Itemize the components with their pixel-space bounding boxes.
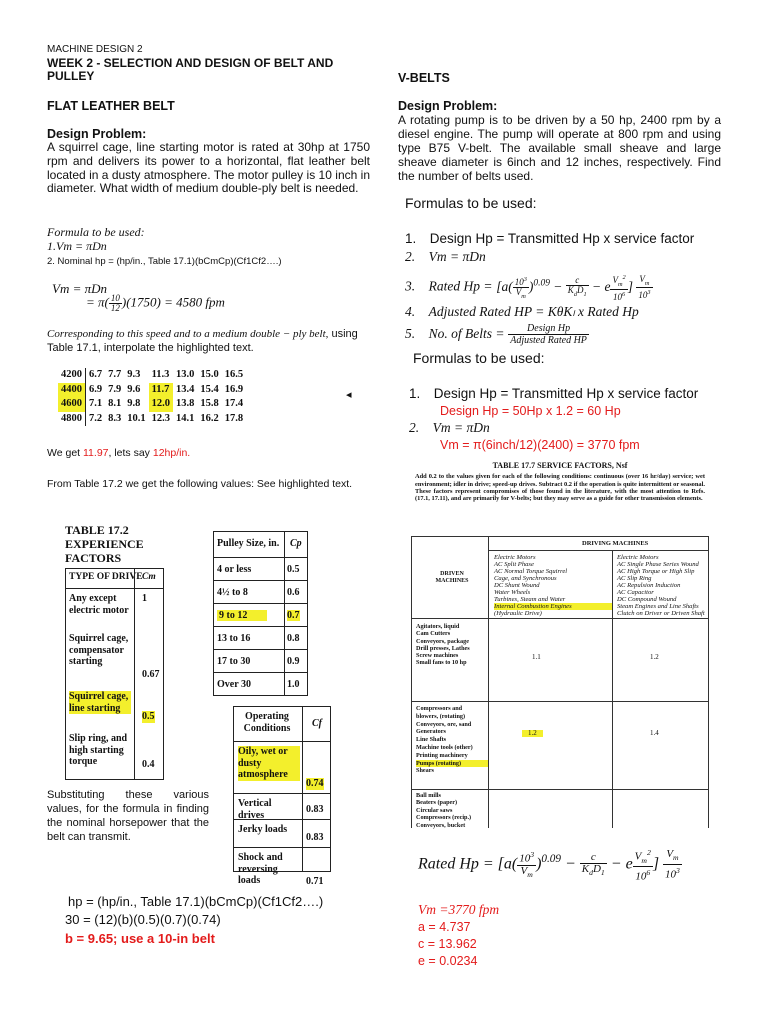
experience-factor-row bbox=[66, 729, 163, 777]
driven-machine-item: Ball mills bbox=[416, 792, 441, 799]
driving-machine-item: Turbines, Steam and Water bbox=[494, 596, 566, 603]
table-17-1-excerpt bbox=[58, 368, 246, 426]
driving-machine-item: Clutch on Driver or Driven Shaft bbox=[617, 610, 705, 617]
service-factor-value: 1.2 bbox=[650, 653, 659, 661]
driven-machine-item: Compressors and bbox=[416, 705, 463, 712]
vm-value: Vm =3770 fpm bbox=[418, 902, 500, 917]
table-cell: 7.9 bbox=[108, 383, 122, 395]
c-value: c = 13.962 bbox=[418, 937, 477, 951]
experience-factor-row bbox=[66, 629, 163, 687]
driving-machine-item: AC Normal Torque Squirrel bbox=[494, 568, 568, 575]
experience-factor-row bbox=[66, 589, 163, 629]
factor-value: 0.4 bbox=[142, 759, 155, 770]
pulley-value: 1.0 bbox=[287, 679, 300, 690]
table-17-2-title: TABLE 17.2 EXPERIENCE FACTORS bbox=[65, 523, 144, 565]
operating-row bbox=[234, 793, 330, 819]
driven-machine-item: Circular saws bbox=[416, 806, 453, 814]
factor-label: Squirrel cage, compensator starting bbox=[69, 633, 129, 667]
service-factor-value: 1.2 bbox=[522, 730, 543, 737]
formula-vm: 2. Vm = πDn bbox=[409, 420, 490, 435]
formula-title: Formula to be used: bbox=[47, 225, 145, 239]
table-cell: 4600 bbox=[58, 397, 86, 412]
formula-list-1: 1. Design Hp = Transmitted Hp x service factor 2. Vm = πDn 3. Rated Hp = [a( $\frac{10^3}{V_m}$ )$^{0.09}$ − $\frac{c}{K_dD_1}$ − e $\frac{V_m^2}{10^6}$ ] $\frac{V_m}{10^3}$ 4. Adjusted Rated HP = KθKₗ x Rated Hp 5. No. of Belts = $\frac{\text{Design Hp}}{\text{Adjusted Rated HP}}$ bbox=[405, 231, 695, 346]
rated-hp-expression: [a( $\frac{10^3}{V_m}$ )$^{0.09}$ − $\frac{c}{K_dD_1}$ − e $\frac{V_m^2}{10^6}$ ] $\frac{V_m}{10^3}$ bbox=[496, 273, 651, 302]
experience-factors-table: TYPE OF DRIVE Cm Any except electric motor 1 Squirrel cage, compensator starting 0.67 Squirrel cage, line starting 0.5 Slip ring, and high starting torque 0.4 bbox=[65, 568, 164, 780]
driving-machine-item: AC Capacitor bbox=[617, 589, 654, 596]
vm-substitution: = π( $\frac{10}{12}$ )(1750) = 4580 fpm bbox=[86, 293, 225, 313]
table-17-7-service-factors: TABLE 17.7 SERVICE FACTORS, Nsf Add 0.2 to the values given for each of the following conditions: continuous (over 16 hr/day) service; wet environment; idler in drive; speed-up drives. Subtract 0.2 if the operation is quite intermittent or seasonal. These factors represent compromises of those found in the literature, with the most attention to Refs. (17.1, 17.11), and are primarily for V-belts; but they may serve as a guide for other transmission elements. bbox=[415, 461, 705, 503]
table-row bbox=[58, 368, 246, 383]
formulas-title-2: Formulas to be used: bbox=[413, 350, 545, 366]
factor-value: 0.5 bbox=[142, 711, 155, 722]
table-cell: 15.0 bbox=[200, 369, 219, 380]
operating-value: 0.74 bbox=[306, 778, 324, 789]
operating-label: Vertical drives bbox=[238, 798, 272, 821]
hp-calculation: 30 = (12)(b)(0.5)(0.7)(0.74) bbox=[65, 912, 221, 927]
formula-design-hp: 1. Design Hp = Transmitted Hp x service factor bbox=[409, 386, 699, 401]
driving-machine-item: Cage, and Synchronous bbox=[494, 575, 557, 582]
operating-value: 0.83 bbox=[306, 832, 324, 843]
table-cell: 8.3 bbox=[108, 412, 122, 424]
table-cell: 9.8 bbox=[127, 398, 141, 409]
driving-machine-item: Internal Combustion Engines bbox=[494, 603, 612, 610]
table-cell: 10.1 bbox=[127, 412, 146, 424]
driving-machine-item: AC Repulsion Induction bbox=[617, 582, 681, 589]
factor-value: 1 bbox=[142, 593, 147, 604]
table-cell: 8.1 bbox=[108, 398, 122, 409]
driven-machine-item: Generators bbox=[416, 728, 446, 736]
driving-machine-item: Electric Motors bbox=[494, 554, 536, 561]
table-row bbox=[58, 397, 246, 412]
driven-machine-item: Printing machinery bbox=[416, 751, 468, 759]
driving-machine-item: DC Compound Wound bbox=[617, 596, 677, 603]
corresponding-text: Corresponding to this speed and to a medium double − ply belt, using Table 17.1, interpolate the highlighted text. bbox=[47, 328, 358, 354]
flat-belt-problem: A squirrel cage, line starting motor is rated at 30hp at 1750 rpm and delivers its power to a horizontal, flat leather belt located in a dusty atmosphere. The motor pulley is 10 inch in diameter. What width of medium double-ply belt is needed. bbox=[47, 140, 370, 196]
vm-calculation: Vm = π(6inch/12)(2400) = 3770 fpm bbox=[440, 438, 640, 452]
table-cell: 13.0 bbox=[176, 369, 195, 380]
pulley-value: 0.6 bbox=[287, 587, 300, 598]
operating-row bbox=[234, 819, 330, 847]
factor-label: Slip ring, and high starting torque bbox=[69, 733, 128, 767]
operating-label: Shock and reversing loads bbox=[238, 852, 283, 886]
pulley-value: 0.8 bbox=[287, 633, 300, 644]
table-cell: 4200 bbox=[58, 368, 86, 383]
service-factor-grid: DRIVING MACHINES DRIVEN MACHINES Electric Motors AC Split Phase AC Normal Torque Squirrel Cage, and Synchronous DC Shunt Wound Water Wheels Turbines, Steam and Water Internal Combustion Engines (Hydraulic Drive) Electric Motors AC Single Phase Series Wound AC High Torque or High Slip AC Slip Ring AC Repulsion Induction AC Capacitor DC Compound Wound Steam Engines and Line Shafts Clutch on Driver or Driven Shaft Agitators, liquid Cam Cutters Conveyors, package Drill presses, Lathes Screw machines Small fans to 10 hp 1.1 1.2 Compressors and blowers, (rotating) Conveyors, ore, sand Generators Line Shafts Machine tools (other) Printing machinery Pumps (rotating) Shears 1.2 1.4 Ball mills Beaters (paper) Circular saws Compressors (recip.) Conveyors, bucket bbox=[411, 536, 709, 828]
table-cell: 12.3 bbox=[151, 412, 170, 424]
flat-belt-heading: FLAT LEATHER BELT bbox=[47, 99, 175, 113]
operating-conditions-table: Operating Conditions Cf Oily, wet or dusty atmosphere 0.74 Vertical drives 0.83 Jerky loads 0.83 Shock and reversing loads 0.71 bbox=[233, 706, 331, 872]
pulley-row bbox=[214, 603, 307, 626]
table-cell: 16.9 bbox=[224, 383, 244, 395]
operating-row bbox=[234, 847, 330, 891]
driving-machine-item: DC Shunt Wound bbox=[494, 582, 540, 589]
driving-machine-item: AC Split Phase bbox=[494, 561, 534, 568]
pulley-size-table: Pulley Size, in. Cp 4 or less 0.5 4½ to 8 0.6 9 to 12 0.7 13 to 16 0.8 17 to 30 0.9 Over 30 1.0 bbox=[213, 531, 308, 696]
operating-value: 0.83 bbox=[306, 804, 324, 815]
course-label: MACHINE DESIGN 2 bbox=[47, 44, 143, 55]
table-cell: 7.1 bbox=[89, 398, 103, 409]
pulley-row bbox=[214, 649, 307, 672]
pulley-row bbox=[214, 557, 307, 580]
table-cell: 14.1 bbox=[176, 412, 195, 424]
driven-machine-item: Cam Cutters bbox=[416, 630, 451, 638]
factor-label: Squirrel cage, line starting bbox=[69, 691, 131, 714]
operating-label: Oily, wet or dusty atmosphere bbox=[238, 746, 300, 781]
factor-value: 0.67 bbox=[142, 669, 160, 680]
operating-label: Jerky loads bbox=[238, 824, 288, 835]
driven-machine-item: Small fans to 10 hp bbox=[416, 659, 467, 667]
we-get-text: We get 11.97, lets say 12hp/in. bbox=[47, 447, 191, 459]
table-cell: 9.6 bbox=[127, 383, 141, 395]
v-belts-heading: V-BELTS bbox=[398, 71, 450, 85]
pulley-value: 0.5 bbox=[287, 564, 300, 575]
formula-1: 1.Vm = πDn bbox=[47, 239, 107, 253]
factor-label: Any except electric motor bbox=[69, 593, 129, 616]
pulley-label: 9 to 12 bbox=[217, 610, 267, 621]
operating-row bbox=[234, 741, 330, 793]
service-factor-value: 1.4 bbox=[650, 729, 659, 737]
formulas-title-1: Formulas to be used: bbox=[405, 195, 537, 211]
a-value: a = 4.737 bbox=[418, 920, 471, 934]
table-row bbox=[58, 412, 246, 427]
hp-formula: hp = (hp/in., Table 17.1)(bCmCp)(Cf1Cf2….) bbox=[68, 894, 324, 909]
driving-machine-item: Electric Motors bbox=[617, 554, 659, 561]
table-cell: 7.7 bbox=[108, 369, 122, 380]
from-table-text: From Table 17.2 we get the following values: See highlighted text. bbox=[47, 478, 353, 490]
pulley-value: 0.7 bbox=[287, 610, 300, 621]
driving-machine-item: AC Single Phase Series Wound bbox=[617, 561, 699, 568]
service-factor-value: 1.1 bbox=[532, 653, 541, 661]
pulley-row bbox=[214, 580, 307, 603]
table-cell: 4400 bbox=[58, 383, 86, 398]
belt-width-answer: b = 9.65; use a 10-in belt bbox=[65, 931, 215, 946]
driven-machine-item: Conveyors, ore, sand bbox=[416, 720, 472, 728]
table-cell: 16.5 bbox=[224, 369, 244, 380]
v-belt-design-problem-label: Design Problem: bbox=[398, 99, 498, 113]
e-value: e = 0.0234 bbox=[418, 954, 478, 968]
driven-machine-item: Machine tools (other) bbox=[416, 743, 473, 751]
driven-machine-item: Screw machines bbox=[416, 652, 459, 660]
week-title: WEEK 2 - SELECTION AND DESIGN OF BELT AND PULLEY bbox=[47, 56, 334, 83]
table-cell: 17.8 bbox=[224, 412, 244, 424]
formula-2: 2. Nominal hp = (hp/in., Table 17.1)(bCmCp)(Cf1Cf2….) bbox=[47, 256, 282, 267]
table-cell: 11.3 bbox=[151, 369, 170, 380]
driven-machine-item: Agitators, liquid bbox=[416, 623, 460, 630]
operating-value: 0.71 bbox=[306, 876, 324, 887]
pulley-label: 17 to 30 bbox=[217, 656, 251, 667]
driving-machine-item: Steam Engines and Line Shafts bbox=[617, 603, 699, 610]
table-cell: 7.2 bbox=[89, 412, 103, 424]
pulley-label: 13 to 16 bbox=[217, 633, 251, 644]
table-cell: 16.2 bbox=[200, 412, 219, 424]
table-cell: 13.4 bbox=[176, 383, 195, 395]
pulley-label: 4 or less bbox=[217, 564, 252, 575]
table-cell: 13.8 bbox=[176, 398, 195, 409]
table-cell: 15.8 bbox=[200, 398, 219, 409]
table-cell: 6.7 bbox=[89, 369, 103, 380]
table-cell: 11.7 bbox=[149, 383, 173, 398]
driving-machine-item: Water Wheels bbox=[494, 589, 531, 596]
driving-machine-item: AC Slip Ring bbox=[617, 575, 652, 582]
driving-machine-item: AC High Torque or High Slip bbox=[617, 568, 695, 575]
table-cell: 15.4 bbox=[200, 383, 219, 395]
table-cell: 17.4 bbox=[224, 398, 244, 409]
table-row bbox=[58, 383, 246, 398]
design-hp-calculation: Design Hp = 50Hp x 1.2 = 60 Hp bbox=[440, 404, 621, 418]
experience-factor-row bbox=[66, 687, 163, 729]
table-cell: 9.3 bbox=[127, 369, 141, 380]
table-cell: 12.0 bbox=[149, 397, 173, 412]
driven-machine-item: Shears bbox=[416, 767, 434, 775]
driving-machine-item: (Hydraulic Drive) bbox=[494, 610, 542, 617]
pulley-value: 0.9 bbox=[287, 656, 300, 667]
driven-machine-item: Compressors (recip.) bbox=[416, 814, 472, 822]
driven-machine-item: Conveyors, bucket bbox=[416, 821, 466, 829]
driven-machine-item: Pumps (rotating) bbox=[416, 760, 488, 768]
rated-hp-formula: Rated Hp = [a( $\frac{10^3}{V_m}$ )$^{0.09}$ − $\frac{c}{K_dD_1}$ − e $\frac{V_m^2}{10^6}$ ] $\frac{V_m}{10^3}$ bbox=[418, 848, 680, 883]
design-problem-label: Design Problem: bbox=[47, 127, 147, 141]
pulley-row bbox=[214, 626, 307, 649]
table-cell: 6.9 bbox=[89, 383, 103, 395]
driven-machine-item: Beaters (paper) bbox=[416, 799, 458, 807]
vm-equation: Vm = πDn bbox=[52, 281, 108, 296]
v-belt-problem: A rotating pump is to be driven by a 50 hp, 2400 rpm by a diesel engine. The pump will operate at 800 rpm and using type B75 V-belt. The available small sheave and large sheave diameter is 6inch and 12 inches, respectively. Find the number of belts used. bbox=[398, 113, 721, 183]
pulley-label: Over 30 bbox=[217, 679, 251, 690]
pulley-label: 4½ to 8 bbox=[217, 587, 248, 598]
row-pointer-icon: ◂ bbox=[346, 389, 352, 401]
substituting-text: Substituting these various values, for the formula in finding the nominal horsepower that the belt can transmit. bbox=[47, 789, 209, 843]
driven-machine-item: Line Shafts bbox=[416, 736, 447, 744]
driven-machine-item: blowers, (rotating) bbox=[416, 712, 466, 720]
table-cell: 4800 bbox=[58, 412, 86, 427]
driven-machine-item: Drill presses, Lathes bbox=[416, 644, 470, 652]
pulley-row bbox=[214, 672, 307, 695]
driven-machine-item: Conveyors, package bbox=[416, 637, 469, 645]
